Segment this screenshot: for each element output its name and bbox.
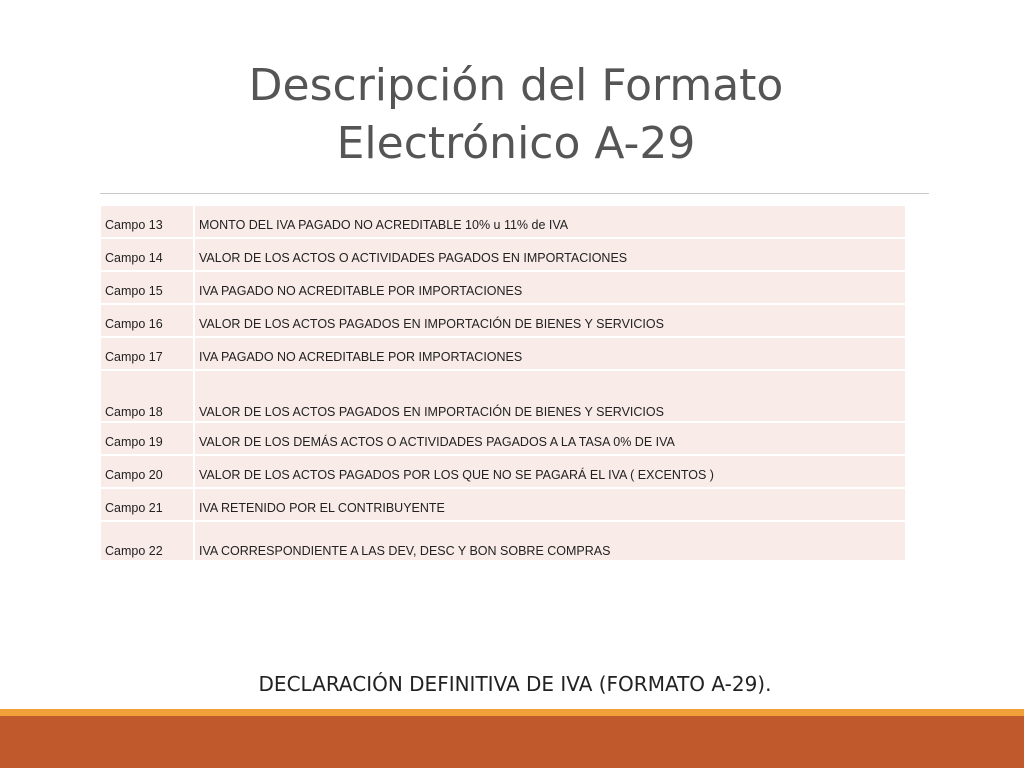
field-description: VALOR DE LOS ACTOS PAGADOS EN IMPORTACIÓN DE BIENES Y SERVICIOS bbox=[195, 305, 905, 336]
slide-title-line-1: Descripción del Formato bbox=[248, 60, 784, 112]
field-description: MONTO DEL IVA PAGADO NO ACREDITABLE 10% u 11% de IVA bbox=[195, 206, 905, 237]
table-row bbox=[101, 206, 905, 237]
table-row bbox=[101, 272, 905, 303]
table-row bbox=[101, 239, 905, 270]
field-code: Campo 21 bbox=[101, 489, 195, 520]
table-row bbox=[101, 371, 905, 421]
field-description: IVA PAGADO NO ACREDITABLE POR IMPORTACIONES bbox=[195, 338, 905, 369]
field-code: Campo 19 bbox=[101, 423, 195, 454]
field-code: Campo 17 bbox=[101, 338, 195, 369]
slide-title-line-2: Electrónico A-29 bbox=[336, 118, 696, 170]
footer-band bbox=[0, 716, 1024, 768]
field-code: Campo 20 bbox=[101, 456, 195, 487]
field-description: IVA PAGADO NO ACREDITABLE POR IMPORTACIONES bbox=[195, 272, 905, 303]
table-row bbox=[101, 456, 905, 487]
table-row bbox=[101, 338, 905, 369]
title-divider bbox=[100, 193, 938, 194]
slide-title bbox=[0, 57, 1024, 173]
field-description: IVA RETENIDO POR EL CONTRIBUYENTE bbox=[195, 489, 905, 520]
field-code: Campo 16 bbox=[101, 305, 195, 336]
field-description: VALOR DE LOS DEMÁS ACTOS O ACTIVIDADES PAGADOS A LA TASA 0% DE IVA bbox=[195, 423, 905, 454]
slide-caption: DECLARACIÓN DEFINITIVA DE IVA (FORMATO A-29). bbox=[258, 672, 772, 696]
field-description: IVA CORRESPONDIENTE A LAS DEV, DESC Y BON SOBRE COMPRAS bbox=[195, 522, 905, 560]
field-code: Campo 18 bbox=[101, 371, 195, 421]
field-code: Campo 22 bbox=[101, 522, 195, 560]
table-row bbox=[101, 522, 905, 560]
footer-accent-band bbox=[0, 709, 1024, 716]
field-code: Campo 13 bbox=[101, 206, 195, 237]
fields-table bbox=[101, 204, 905, 562]
field-code: Campo 15 bbox=[101, 272, 195, 303]
divider-diamond-icon bbox=[930, 186, 941, 197]
field-description: VALOR DE LOS ACTOS O ACTIVIDADES PAGADOS EN IMPORTACIONES bbox=[195, 239, 905, 270]
field-description: VALOR DE LOS ACTOS PAGADOS POR LOS QUE NO SE PAGARÁ EL IVA ( EXCENTOS ) bbox=[195, 456, 905, 487]
table-row bbox=[101, 423, 905, 454]
field-description: VALOR DE LOS ACTOS PAGADOS EN IMPORTACIÓN DE BIENES Y SERVICIOS bbox=[195, 371, 905, 421]
table-row bbox=[101, 305, 905, 336]
table-row bbox=[101, 489, 905, 520]
field-code: Campo 14 bbox=[101, 239, 195, 270]
